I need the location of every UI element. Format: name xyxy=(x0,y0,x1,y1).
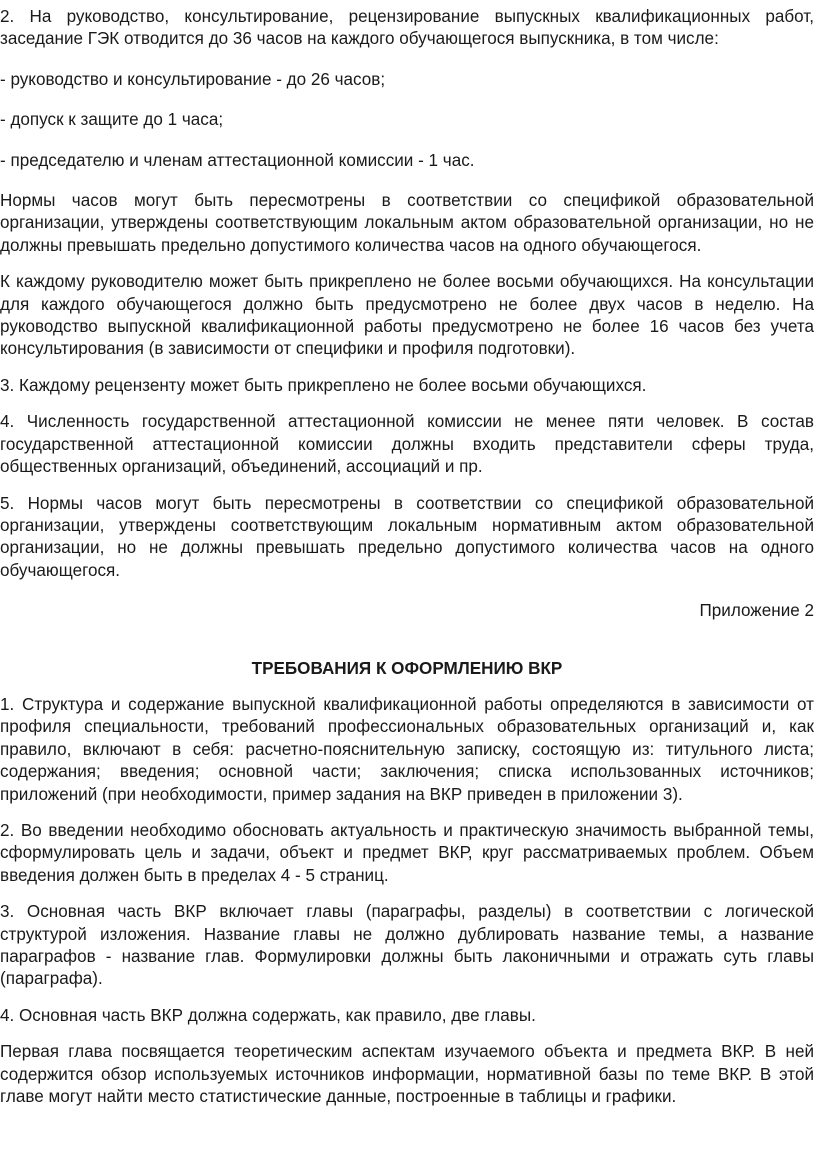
paragraph-structure: 1. Структура и содержание выпускной квалификационной работы определяются в зависимости от профиля специальности, требований профессиональных образовательных организаций и, как правило, включают в себя: расчетно-пояснительную записку, состоящую из: титульного листа; содержания; введения; основной части; заключения; списка использованных источников; приложений (при необходимости, пример задания на ВКР приведен в приложении 3). xyxy=(0,694,814,804)
paragraph-hours-allocation: 2. На руководство, консультирование, рецензирование выпускных квалификационных работ, заседание ГЭК отводится до 36 часов на каждого обучающегося выпускника, в том числе: xyxy=(0,7,814,49)
list-item-commission: - председателю и членам аттестационной комиссии - 1 час. xyxy=(0,150,475,170)
paragraph-reviewer-limit: 3. Каждому рецензенту может быть прикреплено не более восьми обучающихся. xyxy=(0,375,647,395)
list-item-supervision: - руководство и консультирование - до 26 часов; xyxy=(0,69,386,89)
list-item-admission: - допуск к защите до 1 часа; xyxy=(0,110,224,130)
paragraph-first-chapter: Первая глава посвящается теоретическим аспектам изучаемого объекта и предмета ВКР. В ней содержится обзор используемых источников информации, нормативной базы по теме ВКР. В этой главе могут найти место статистические данные, построенные в таблицы и графики. xyxy=(0,1042,814,1107)
paragraph-introduction: 2. Во введении необходимо обосновать актуальность и практическую значимость выбранной темы, сформулировать цель и задачи, объект и предмет ВКР, круг рассматриваемых проблем. Объем введения должен быть в пределах 4 - 5 страниц. xyxy=(0,820,814,885)
appendix-label: Приложение 2 xyxy=(699,601,814,621)
paragraph-supervisor-limit: К каждому руководителю может быть прикреплено не более восьми обучающихся. На консультации для каждого обучающегося должно быть предусмотрено не более двух часов в неделю. На руководство выпускной квалификационной работы предусмотрено не более 16 часов без учета консультирования (в зависимости от специфики и профиля подготовки). xyxy=(0,272,814,359)
paragraph-main-part: 3. Основная часть ВКР включает главы (параграфы, разделы) в соответствии с логической структурой изложения. Название главы не должно дублировать название темы, а название параграфов - название глав. Формулировки должны быть лаконичными и отражать суть главы (параграфа). xyxy=(0,902,814,989)
paragraph-norms-revision-5: 5. Нормы часов могут быть пересмотрены в соответствии со спецификой образовательной организации, утверждены соответствующим локальным нормативным актом образовательной организации, но не должны превышать предельно допустимого количества часов на одного обучающегося. xyxy=(0,493,814,580)
paragraph-chapters-count: 4. Основная часть ВКР должна содержать, как правило, две главы. xyxy=(0,1005,536,1025)
paragraph-commission-size: 4. Численность государственной аттестационной комиссии не менее пяти человек. В состав государственной аттестационной комиссии должны входить представители сферы труда, общественных организаций, объединений, ассоциаций и пр. xyxy=(0,412,814,477)
section-title: ТРЕБОВАНИЯ К ОФОРМЛЕНИЮ ВКР xyxy=(251,658,563,678)
paragraph-norms-revision: Нормы часов могут быть пересмотрены в соответствии со спецификой образовательной организации, утверждены соответствующим локальным актом образовательной организации, но не должны превышать предельно допустимого количества часов на одного обучающегося. xyxy=(0,191,814,255)
